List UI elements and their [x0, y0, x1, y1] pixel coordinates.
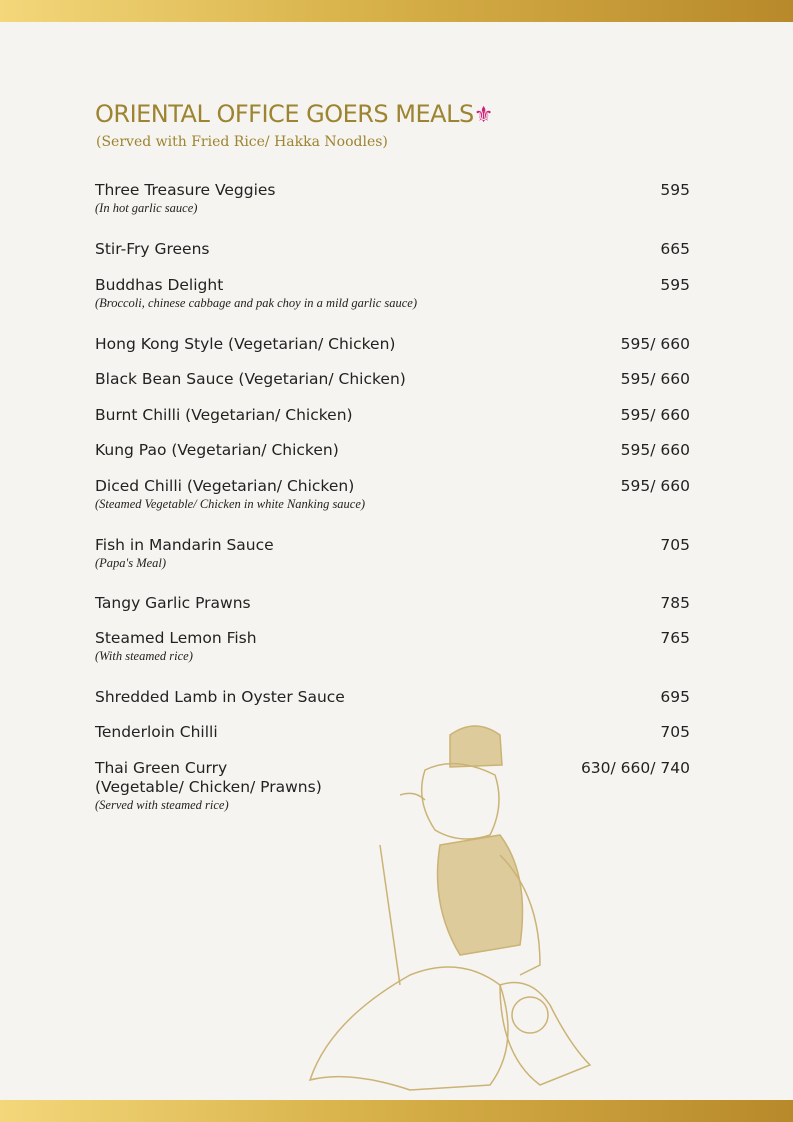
- item-name: Fish in Mandarin Sauce: [95, 536, 274, 554]
- menu-item: [95, 240, 690, 259]
- section-subtitle: (Served with Fried Rice/ Hakka Noodles): [96, 134, 388, 150]
- item-price: 705: [660, 723, 690, 741]
- item-name: Buddhas Delight: [95, 276, 224, 294]
- item-name: Three Treasure Veggies: [95, 181, 276, 199]
- item-name: Kung Pao (Vegetarian/ Chicken): [95, 441, 339, 459]
- item-description: (With steamed rice): [95, 649, 193, 663]
- menu-item: [95, 688, 690, 707]
- item-price: 765: [660, 629, 690, 647]
- item-description: (Steamed Vegetable/ Chicken in white Nanking sauce): [95, 497, 366, 511]
- item-price: 595/ 660: [620, 477, 690, 495]
- item-description: (Papa's Meal): [95, 556, 167, 570]
- item-price: 595/ 660: [620, 406, 690, 424]
- item-name: Hong Kong Style (Vegetarian/ Chicken): [95, 335, 396, 353]
- item-name: Burnt Chilli (Vegetarian/ Chicken): [95, 406, 353, 424]
- item-name: Thai Green Curry: [95, 759, 228, 777]
- item-price: 695: [660, 688, 690, 706]
- item-price: 595/ 660: [620, 335, 690, 353]
- menu-item: [95, 536, 690, 571]
- menu-item: [95, 370, 690, 389]
- item-name: Diced Chilli (Vegetarian/ Chicken): [95, 477, 355, 495]
- item-description: (Served with steamed rice): [95, 798, 229, 812]
- menu-item: [95, 441, 690, 460]
- menu-item: [95, 477, 690, 512]
- menu-item: [95, 335, 690, 354]
- item-name: Black Bean Sauce (Vegetarian/ Chicken): [95, 370, 406, 388]
- menu-item: [95, 276, 690, 311]
- menu-item: [95, 181, 690, 216]
- section-title: [95, 100, 493, 128]
- item-price: 705: [660, 536, 690, 554]
- menu-item: [95, 406, 690, 425]
- item-price: 785: [660, 594, 690, 612]
- item-price: 665: [660, 240, 690, 258]
- item-price: 595/ 660: [620, 370, 690, 388]
- waiter-illustration: [290, 715, 630, 1105]
- title-text: ORIENTAL OFFICE GOERS MEALS: [95, 100, 474, 128]
- item-name: Stir-Fry Greens: [95, 240, 210, 258]
- item-description: (In hot garlic sauce): [95, 201, 198, 215]
- item-price: 595/ 660: [620, 441, 690, 459]
- item-description: (Broccoli, chinese cabbage and pak choy in a mild garlic sauce): [95, 296, 418, 310]
- fleur-icon: ⚜: [473, 103, 493, 128]
- item-price: 595: [660, 181, 690, 199]
- menu-item: [95, 594, 690, 613]
- item-name: Tangy Garlic Prawns: [95, 594, 251, 612]
- top-gold-border: [0, 0, 793, 22]
- item-name: Shredded Lamb in Oyster Sauce: [95, 688, 345, 706]
- menu-item: [95, 629, 690, 664]
- item-price: 595: [660, 276, 690, 294]
- item-name-variants: (Vegetable/ Chicken/ Prawns): [95, 778, 322, 796]
- item-price: 630/ 660/ 740: [580, 759, 690, 777]
- item-name: Steamed Lemon Fish: [95, 629, 257, 647]
- item-name: Tenderloin Chilli: [95, 723, 218, 741]
